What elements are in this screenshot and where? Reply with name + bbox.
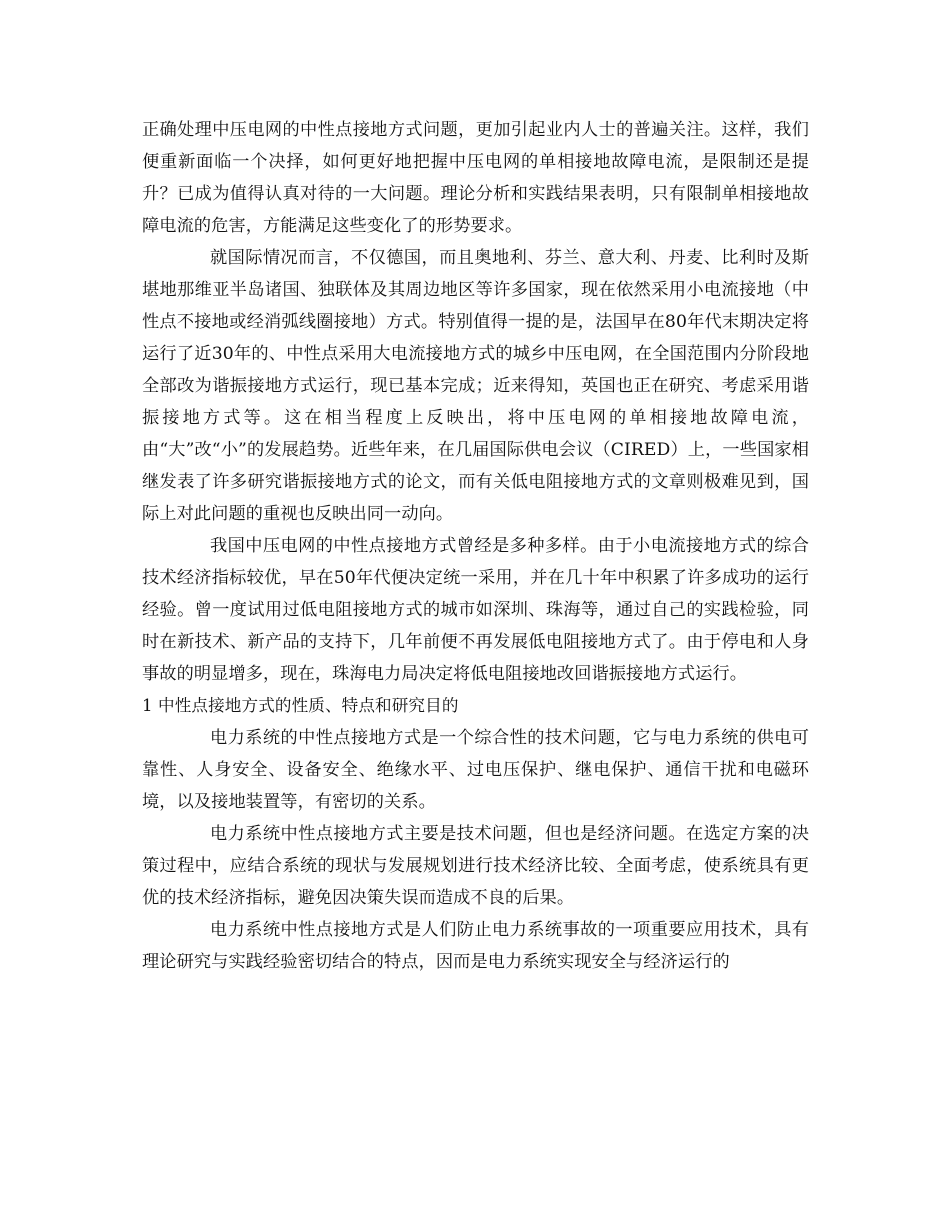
paragraph-international-situation: 就国际情况而言，不仅德国，而且奥地利、芬兰、意大利、丹麦、比利时及斯堪地那维亚半岛诸国、独联体及其周边地区等许多国家，现在依然采用小电流接地（中性点不接地或经消弧线圈接地）方式。特别值得一提的是，法国早在80年代末期决定将运行了近30年的、中性点采用大电流接地方式的城乡中压电网，在全国范围内分阶段地全部改为谐振接地方式运行，现已基本完成；近来得知，英国也正在研究、考虑采用谐振接地方式等。这在相当程度上反映出，将中压电网的单相接地故障电流，由“大”改“小”的发展趋势。近些年来，在几届国际供电会议（CIRED）上，一些国家相继发表了许多研究谐振接地方式的论文，而有关低电阻接地方式的文章则极难见到，国际上对此问题的重视也反映出同一动向。 xyxy=(142,248,809,524)
paragraph-economic-problem: 电力系统中性点接地方式主要是技术问题，但也是经济问题。在选定方案的决策过程中，应结合系统的现状与发展规划进行技术经济比较、全面考虑，使系统具有更优的技术经济指标，避免因决策失误而造成不良的后果。 xyxy=(142,824,809,908)
paragraph-china-situation: 我国中压电网的中性点接地方式曾经是多种多样。由于小电流接地方式的综合技术经济指标较优，早在50年代便决定统一采用，并在几十年中积累了许多成功的运行经验。曾一度试用过低电阻接地方式的城市如深圳、珠海等，通过自己的实践检验，同时在新技术、新产品的支持下，几年前便不再发展低电阻接地方式了。由于停电和人身事故的明显增多，现在，珠海电力局决定将低电阻接地改回谐振接地方式运行。 xyxy=(142,536,809,684)
paragraph-application-technology: 电力系统中性点接地方式是人们防止电力系统事故的一项重要应用技术，具有理论研究与实践经验密切结合的特点，因而是电力系统实现安全与经济运行的 xyxy=(142,920,809,972)
paragraph-continuation: 正确处理中压电网的中性点接地方式问题，更加引起业内人士的普遍关注。这样，我们便重新面临一个决择，如何更好地把握中压电网的单相接地故障电流，是限制还是提升？已成为值得认真对待的一大问题。理论分析和实践结果表明，只有限制单相接地故障电流的危害，方能满足这些变化了的形势要求。 xyxy=(142,120,809,236)
section-heading: 1 中性点接地方式的性质、特点和研究目的 xyxy=(142,696,459,715)
paragraph-technical-problem: 电力系统的中性点接地方式是一个综合性的技术问题，它与电力系统的供电可靠性、人身安全、设备安全、绝缘水平、过电压保护、继电保护、通信干扰和电磁环境，以及接地装置等，有密切的关系。 xyxy=(142,728,809,812)
document-body xyxy=(142,114,809,978)
